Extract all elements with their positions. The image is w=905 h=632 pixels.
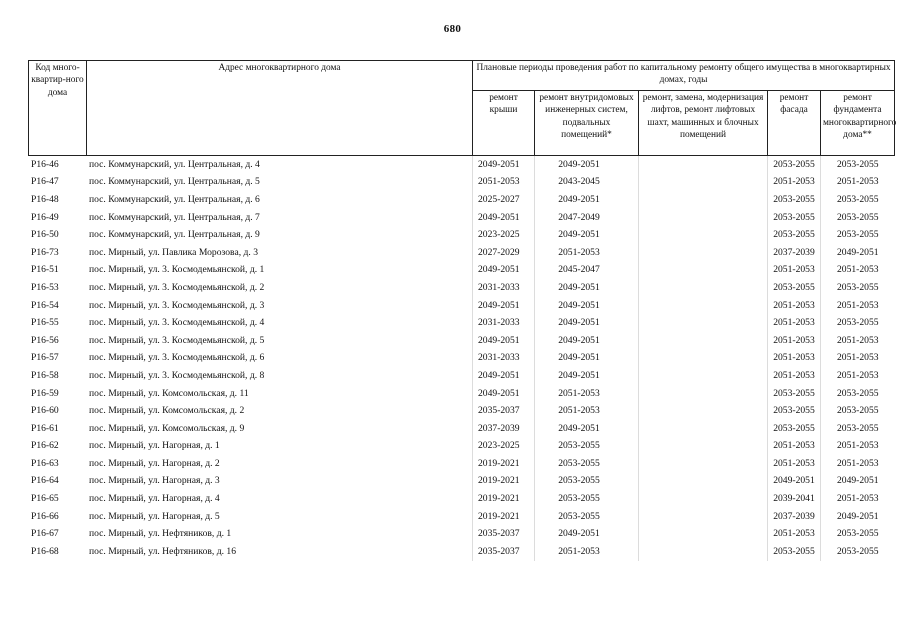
roof-period-cell: 2049-2051 [473,156,535,174]
table-row [29,455,895,473]
foundation-period-cell: 2051-2053 [821,367,895,385]
foundation-period-cell: 2051-2053 [821,332,895,350]
table-row [29,543,895,561]
engineering-period-cell: 2051-2053 [535,402,639,420]
engineering-period-cell: 2053-2055 [535,438,639,456]
address-cell: пос. Мирный, ул. 3. Космодемьянской, д. 1 [89,264,265,276]
table-header [29,61,895,156]
foundation-period-cell: 2049-2051 [821,473,895,491]
lift-period-cell [639,350,768,368]
facade-period-cell: 2037-2039 [768,244,821,262]
roof-period-cell: 2049-2051 [473,332,535,350]
address-cell: пос. Мирный, ул. 3. Космодемьянской, д. 5 [89,334,265,346]
table-row [29,508,895,526]
address-cell: пос. Мирный, ул. 3. Космодемьянской, д. 6 [89,352,265,364]
foundation-period-cell: 2053-2055 [821,543,895,561]
lift-period-cell [639,244,768,262]
house-code-cell: P16-51 [31,264,59,276]
facade-period-cell: 2053-2055 [768,209,821,227]
engineering-period-cell: 2049-2051 [535,279,639,297]
table-row [29,226,895,244]
engineering-period-cell: 2049-2051 [535,350,639,368]
facade-period-cell: 2051-2053 [768,332,821,350]
address-cell: пос. Мирный, ул. Нефтяников, д. 16 [89,545,236,557]
address-cell: пос. Коммунарский, ул. Центральная, д. 7 [89,211,260,223]
foundation-period-cell: 2051-2053 [821,490,895,508]
foundation-period-cell: 2049-2051 [821,508,895,526]
roof-period-cell: 2035-2037 [473,402,535,420]
table-row [29,385,895,403]
facade-period-cell: 2053-2055 [768,226,821,244]
lift-period-cell [639,438,768,456]
lift-period-cell [639,314,768,332]
engineering-period-cell: 2049-2051 [535,420,639,438]
house-code-cell: P16-48 [31,193,59,205]
table-row [29,490,895,508]
roof-period-cell: 2049-2051 [473,367,535,385]
table-row [29,244,895,262]
roof-period-cell: 2049-2051 [473,297,535,315]
column-header-roof: ремонт крыши [473,91,535,156]
address-cell: пос. Коммунарский, ул. Центральная, д. 6 [89,193,260,205]
address-cell: пос. Мирный, ул. Нагорная, д. 2 [89,457,220,469]
table-row [29,350,895,368]
repair-schedule-table [28,60,895,561]
table-row [29,314,895,332]
engineering-period-cell: 2049-2051 [535,226,639,244]
engineering-period-cell: 2051-2053 [535,244,639,262]
lift-period-cell [639,226,768,244]
address-cell: пос. Мирный, ул. 3. Космодемьянской, д. 4 [89,317,265,329]
address-cell: пос. Мирный, ул. Комсомольская, д. 9 [89,422,245,434]
address-cell: пос. Мирный, ул. Комсомольская, д. 11 [89,387,249,399]
foundation-period-cell: 2053-2055 [821,420,895,438]
lift-period-cell [639,209,768,227]
house-code-cell: P16-49 [31,211,59,223]
lift-period-cell [639,156,768,174]
engineering-period-cell: 2045-2047 [535,262,639,280]
foundation-period-cell: 2053-2055 [821,156,895,174]
lift-period-cell [639,420,768,438]
foundation-period-cell: 2053-2055 [821,314,895,332]
foundation-period-cell: 2051-2053 [821,438,895,456]
facade-period-cell: 2051-2053 [768,367,821,385]
engineering-period-cell: 2053-2055 [535,473,639,491]
engineering-period-cell: 2049-2051 [535,367,639,385]
lift-period-cell [639,191,768,209]
table-row [29,279,895,297]
house-code-cell: P16-53 [31,281,59,293]
facade-period-cell: 2049-2051 [768,473,821,491]
roof-period-cell: 2049-2051 [473,385,535,403]
facade-period-cell: 2053-2055 [768,402,821,420]
engineering-period-cell: 2053-2055 [535,490,639,508]
table-row [29,191,895,209]
engineering-period-cell: 2049-2051 [535,191,639,209]
table-row [29,525,895,543]
roof-period-cell: 2049-2051 [473,209,535,227]
address-cell: пос. Мирный, ул. Комсомольская, д. 2 [89,405,245,417]
foundation-period-cell: 2053-2055 [821,191,895,209]
foundation-period-cell: 2053-2055 [821,402,895,420]
lift-period-cell [639,332,768,350]
table-row [29,174,895,192]
facade-period-cell: 2053-2055 [768,420,821,438]
house-code-cell: P16-65 [31,493,59,505]
roof-period-cell: 2035-2037 [473,525,535,543]
foundation-period-cell: 2051-2053 [821,174,895,192]
table-row [29,332,895,350]
lift-period-cell [639,297,768,315]
address-cell: пос. Мирный, ул. Нагорная, д. 1 [89,440,220,452]
foundation-period-cell: 2051-2053 [821,455,895,473]
foundation-period-cell: 2053-2055 [821,279,895,297]
house-code-cell: P16-60 [31,405,59,417]
engineering-period-cell: 2049-2051 [535,332,639,350]
table-row [29,473,895,491]
table-row [29,420,895,438]
table-row [29,402,895,420]
facade-period-cell: 2051-2053 [768,314,821,332]
foundation-period-cell: 2051-2053 [821,297,895,315]
column-header-address: Адрес многоквартирного дома [87,61,473,156]
roof-period-cell: 2051-2053 [473,174,535,192]
engineering-period-cell: 2051-2053 [535,385,639,403]
facade-period-cell: 2051-2053 [768,350,821,368]
house-code-cell: P16-59 [31,387,59,399]
table-row [29,367,895,385]
engineering-period-cell: 2047-2049 [535,209,639,227]
roof-period-cell: 2023-2025 [473,438,535,456]
roof-period-cell: 2049-2051 [473,262,535,280]
house-code-cell: P16-54 [31,299,59,311]
engineering-period-cell: 2043-2045 [535,174,639,192]
facade-period-cell: 2053-2055 [768,191,821,209]
lift-period-cell [639,543,768,561]
address-cell: пос. Коммунарский, ул. Центральная, д. 4 [89,158,260,170]
facade-period-cell: 2051-2053 [768,262,821,280]
column-header-facade: ремонт фасада [768,91,821,156]
address-cell: пос. Мирный, ул. 3. Космодемьянской, д. 3 [89,299,265,311]
address-cell: пос. Мирный, ул. Нагорная, д. 3 [89,475,220,487]
house-code-cell: P16-58 [31,369,59,381]
lift-period-cell [639,525,768,543]
column-header-engineering: ремонт внутридомовых инженерных систем, подвальных помещений* [535,91,639,156]
lift-period-cell [639,508,768,526]
foundation-period-cell: 2051-2053 [821,262,895,280]
lift-period-cell [639,490,768,508]
engineering-period-cell: 2049-2051 [535,314,639,332]
roof-period-cell: 2019-2021 [473,473,535,491]
engineering-period-cell: 2053-2055 [535,508,639,526]
facade-period-cell: 2053-2055 [768,156,821,174]
table-row [29,262,895,280]
roof-period-cell: 2037-2039 [473,420,535,438]
house-code-cell: P16-66 [31,510,59,522]
foundation-period-cell: 2053-2055 [821,226,895,244]
page-number: 680 [443,23,462,35]
address-cell: пос. Мирный, ул. Павлика Морозова, д. 3 [89,246,258,258]
facade-period-cell: 2051-2053 [768,297,821,315]
column-header-code: Код много-квартир-ного дома [29,61,87,156]
roof-period-cell: 2019-2021 [473,490,535,508]
lift-period-cell [639,385,768,403]
foundation-period-cell: 2051-2053 [821,350,895,368]
house-code-cell: P16-57 [31,352,59,364]
facade-period-cell: 2051-2053 [768,174,821,192]
roof-period-cell: 2031-2033 [473,279,535,297]
lift-period-cell [639,473,768,491]
engineering-period-cell: 2049-2051 [535,156,639,174]
table-row [29,297,895,315]
house-code-cell: P16-47 [31,176,59,188]
address-cell: пос. Коммунарский, ул. Центральная, д. 5 [89,176,260,188]
address-cell: пос. Мирный, ул. 3. Космодемьянской, д. 8 [89,369,265,381]
facade-period-cell: 2051-2053 [768,525,821,543]
lift-period-cell [639,367,768,385]
house-code-cell: P16-50 [31,229,59,241]
facade-period-cell: 2039-2041 [768,490,821,508]
roof-period-cell: 2019-2021 [473,455,535,473]
house-code-cell: P16-55 [31,317,59,329]
table-row [29,156,895,174]
table-body [29,156,895,561]
roof-period-cell: 2019-2021 [473,508,535,526]
roof-period-cell: 2027-2029 [473,244,535,262]
column-header-lifts: ремонт, замена, модернизация лифтов, ремонт лифтовых шахт, машинных и блочных помещений [639,91,768,156]
roof-period-cell: 2031-2033 [473,314,535,332]
column-header-foundation: ремонт фундамента многоквартирного дома** [821,91,895,156]
lift-period-cell [639,262,768,280]
lift-period-cell [639,279,768,297]
engineering-period-cell: 2051-2053 [535,543,639,561]
foundation-period-cell: 2053-2055 [821,209,895,227]
foundation-period-cell: 2049-2051 [821,244,895,262]
lift-period-cell [639,455,768,473]
foundation-period-cell: 2053-2055 [821,525,895,543]
roof-period-cell: 2031-2033 [473,350,535,368]
house-code-cell: P16-56 [31,334,59,346]
address-cell: пос. Мирный, ул. 3. Космодемьянской, д. 2 [89,281,265,293]
engineering-period-cell: 2053-2055 [535,455,639,473]
roof-period-cell: 2023-2025 [473,226,535,244]
house-code-cell: P16-68 [31,545,59,557]
facade-period-cell: 2053-2055 [768,543,821,561]
house-code-cell: P16-46 [31,158,59,170]
facade-period-cell: 2051-2053 [768,438,821,456]
house-code-cell: P16-61 [31,422,59,434]
house-code-cell: P16-73 [31,246,59,258]
address-cell: пос. Мирный, ул. Нагорная, д. 4 [89,493,220,505]
address-cell: пос. Мирный, ул. Нефтяников, д. 1 [89,528,232,540]
roof-period-cell: 2035-2037 [473,543,535,561]
column-group-header-periods: Плановые периоды проведения работ по капитальному ремонту общего имущества в многоквартирных домах, годы [473,61,895,91]
roof-period-cell: 2025-2027 [473,191,535,209]
house-code-cell: P16-64 [31,475,59,487]
foundation-period-cell: 2053-2055 [821,385,895,403]
house-code-cell: P16-62 [31,440,59,452]
address-cell: пос. Коммунарский, ул. Центральная, д. 9 [89,229,260,241]
facade-period-cell: 2053-2055 [768,385,821,403]
engineering-period-cell: 2049-2051 [535,297,639,315]
lift-period-cell [639,174,768,192]
facade-period-cell: 2051-2053 [768,455,821,473]
house-code-cell: P16-63 [31,457,59,469]
lift-period-cell [639,402,768,420]
house-code-cell: P16-67 [31,528,59,540]
facade-period-cell: 2037-2039 [768,508,821,526]
table-row [29,209,895,227]
facade-period-cell: 2053-2055 [768,279,821,297]
engineering-period-cell: 2049-2051 [535,525,639,543]
table-row [29,438,895,456]
address-cell: пос. Мирный, ул. Нагорная, д. 5 [89,510,220,522]
